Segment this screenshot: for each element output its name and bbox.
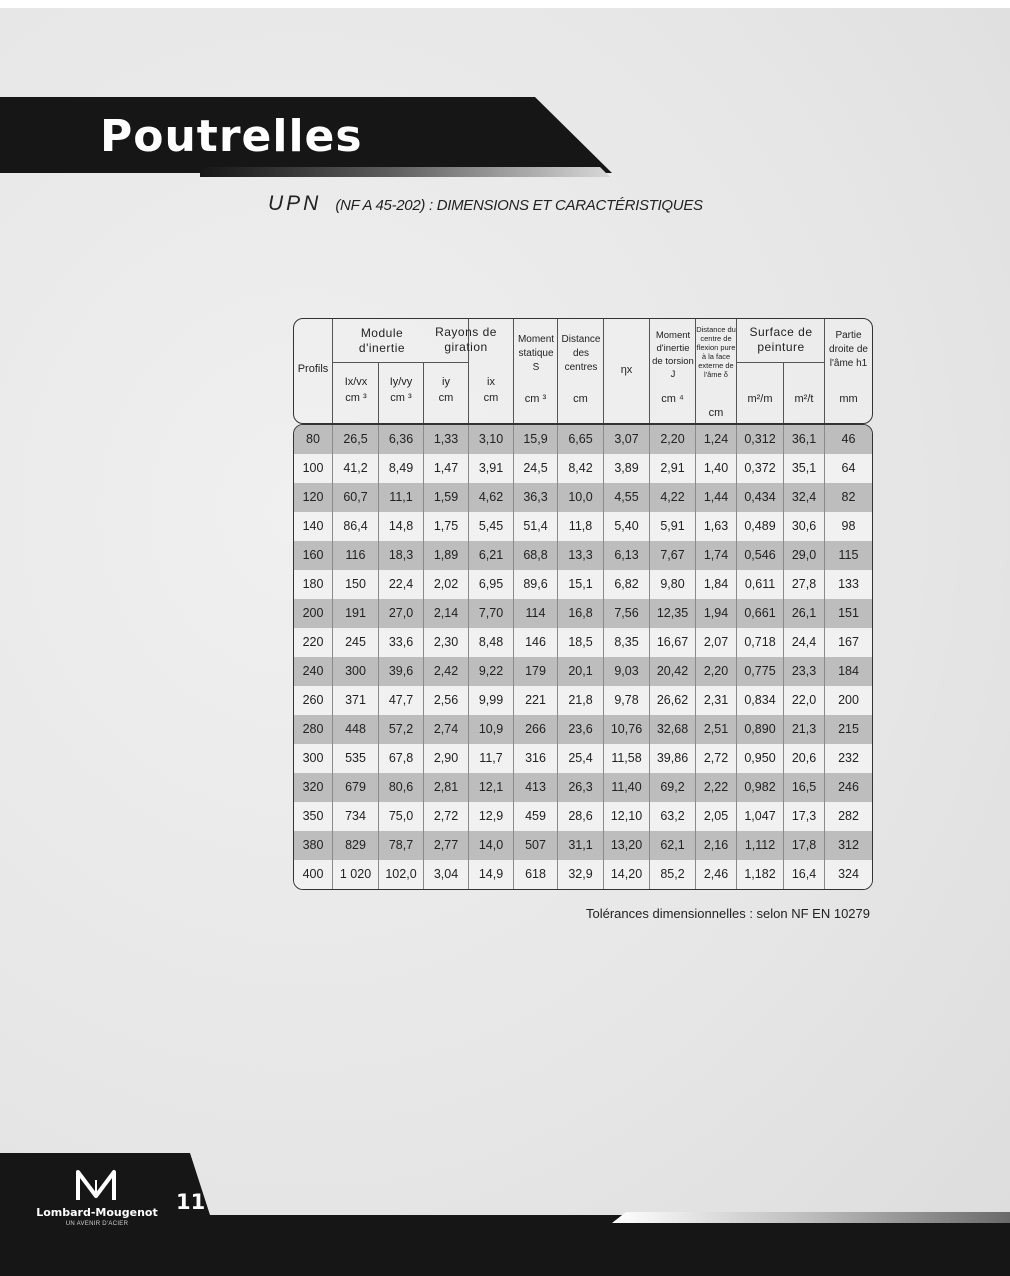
header-moment-statique: Moment statique S xyxy=(517,334,555,373)
brand-logo-icon xyxy=(76,1168,120,1202)
table-cell: 829 xyxy=(345,838,366,852)
table-cell: 200 xyxy=(838,693,859,707)
table-cell: 9,80 xyxy=(660,577,685,591)
table-cell: 9,22 xyxy=(478,664,504,678)
profile-cell: 300 xyxy=(302,751,324,765)
table-cell: 20,1 xyxy=(568,664,593,678)
table-cell: 17,8 xyxy=(791,838,817,852)
table-cell: 12,35 xyxy=(656,606,689,620)
table-cell: 3,04 xyxy=(433,867,459,881)
table-cell: 26,5 xyxy=(343,432,368,446)
table-row xyxy=(294,773,872,802)
table-cell: 2,51 xyxy=(703,722,729,736)
table-cell: 734 xyxy=(345,809,366,823)
table-cell: 67,8 xyxy=(388,751,414,765)
table-row xyxy=(294,599,872,628)
table-cell: 26,1 xyxy=(791,606,817,620)
profile-cell: 280 xyxy=(302,722,324,736)
table-cell: 266 xyxy=(525,722,546,736)
banner-gradient-stripe xyxy=(200,167,610,177)
header-distance-flexion-unit: cm xyxy=(708,407,724,419)
table-cell: 0,834 xyxy=(744,693,776,707)
table-row xyxy=(294,831,872,860)
subtitle-code: UPN xyxy=(268,192,322,215)
table-cell: 8,35 xyxy=(614,635,639,649)
table-cell: 31,1 xyxy=(568,838,593,852)
table-row xyxy=(294,744,872,773)
table-row xyxy=(294,454,872,483)
profile-cell: 400 xyxy=(302,867,324,881)
table-cell: 32,4 xyxy=(791,490,817,504)
table-cell: 1,44 xyxy=(703,490,729,504)
table-cell: 0,611 xyxy=(744,577,776,591)
header-distance-flexion: Distance du centre de flexion pure à la face externe de l'âme δ xyxy=(696,325,736,379)
table-cell: 2,16 xyxy=(703,838,729,852)
profile-cell: 240 xyxy=(302,664,324,678)
profile-cell: 100 xyxy=(302,461,324,475)
table-cell: 1,89 xyxy=(433,548,459,562)
table-cell: 0,890 xyxy=(744,722,776,736)
table-cell: 21,3 xyxy=(791,722,817,736)
table-cell: 7,70 xyxy=(478,606,504,620)
table-cell: 0,718 xyxy=(744,635,776,649)
table-cell: 4,22 xyxy=(660,490,685,504)
table-cell: 6,21 xyxy=(478,548,504,562)
table-cell: 1,63 xyxy=(703,519,729,533)
header-ix: ix xyxy=(487,376,495,388)
table-cell: 14,8 xyxy=(388,519,414,533)
table-cell: 86,4 xyxy=(343,519,368,533)
table-cell: 28,6 xyxy=(568,809,593,823)
table-cell: 2,74 xyxy=(433,722,459,736)
table-cell: 32,9 xyxy=(568,867,593,881)
table-cell: 98 xyxy=(841,519,856,533)
tolerance-note: Tolérances dimensionnelles : selon NF EN 10279 xyxy=(586,906,870,921)
table-cell: 300 xyxy=(345,664,366,678)
table-cell: 20,6 xyxy=(791,751,817,765)
table-cell: 535 xyxy=(345,751,366,765)
header-ix-unit: cm xyxy=(483,392,499,404)
table-cell: 9,99 xyxy=(478,693,504,707)
table-cell: 2,07 xyxy=(703,635,729,649)
profile-cell: 180 xyxy=(302,577,324,591)
table-cell: 33,6 xyxy=(388,635,414,649)
table-cell: 245 xyxy=(345,635,366,649)
table-cell: 2,72 xyxy=(703,751,729,765)
table-cell: 9,03 xyxy=(614,664,639,678)
table-cell: 2,42 xyxy=(433,664,459,678)
table-cell: 2,20 xyxy=(660,432,685,446)
table-cell: 3,91 xyxy=(478,461,504,475)
table-cell: 39,6 xyxy=(388,664,414,678)
table-cell: 82 xyxy=(841,490,856,504)
table-cell: 413 xyxy=(525,780,546,794)
header-iyvy: Iy/vy xyxy=(389,376,413,388)
table-cell: 10,76 xyxy=(610,722,643,736)
table-cell: 14,9 xyxy=(478,867,504,881)
table-cell: 232 xyxy=(838,751,859,765)
header-partie-droite-unit: mm xyxy=(839,393,858,405)
header-surface-peinture: Surface de peinture xyxy=(749,325,813,354)
profile-cell: 260 xyxy=(302,693,324,707)
table-cell: 64 xyxy=(841,461,856,475)
header-ixvx-unit: cm ³ xyxy=(345,392,367,404)
table-cell: 11,8 xyxy=(568,519,593,533)
table-cell: 29,0 xyxy=(791,548,817,562)
profile-cell: 160 xyxy=(302,548,324,562)
table-cell: 1,84 xyxy=(703,577,729,591)
table-row xyxy=(294,425,872,454)
table-cell: 11,7 xyxy=(479,751,503,765)
header-iy-unit: cm xyxy=(438,392,454,404)
table-cell: 2,81 xyxy=(433,780,459,794)
table-cell: 9,78 xyxy=(614,693,639,707)
profile-cell: 350 xyxy=(302,809,324,823)
table-cell: 36,3 xyxy=(523,490,548,504)
table-cell: 115 xyxy=(838,548,859,562)
table-cell: 1,47 xyxy=(433,461,459,475)
table-cell: 116 xyxy=(345,548,366,562)
table-cell: 68,8 xyxy=(523,548,548,562)
table-cell: 5,40 xyxy=(614,519,639,533)
table-cell: 11,40 xyxy=(611,780,642,794)
table-header xyxy=(293,318,873,424)
table-subtitle xyxy=(268,192,703,216)
table-cell: 221 xyxy=(525,693,546,707)
table-cell: 11,58 xyxy=(611,751,642,765)
header-moment-statique-unit: cm ³ xyxy=(524,393,547,405)
table-cell: 69,2 xyxy=(660,780,685,794)
title-banner xyxy=(0,97,615,177)
table-cell: 16,5 xyxy=(791,780,817,794)
table-cell: 191 xyxy=(345,606,366,620)
table-cell: 23,3 xyxy=(791,664,817,678)
table-cell: 1,047 xyxy=(744,809,776,823)
table-cell: 4,62 xyxy=(478,490,504,504)
header-m2-per-t: m²/t xyxy=(794,393,814,405)
profile-cell: 120 xyxy=(302,490,324,504)
table-cell: 27,0 xyxy=(388,606,414,620)
table-cell: 448 xyxy=(345,722,366,736)
table-cell: 13,3 xyxy=(568,548,593,562)
table-row xyxy=(294,657,872,686)
table-cell: 11,1 xyxy=(389,490,413,504)
table-cell: 12,10 xyxy=(610,809,643,823)
table-cell: 51,4 xyxy=(523,519,548,533)
table-cell: 282 xyxy=(838,809,859,823)
table-cell: 35,1 xyxy=(791,461,817,475)
table-cell: 167 xyxy=(838,635,859,649)
table-cell: 0,775 xyxy=(744,664,776,678)
table-cell: 3,10 xyxy=(478,432,504,446)
table-cell: 2,31 xyxy=(703,693,729,707)
table-cell: 41,2 xyxy=(343,461,368,475)
profile-cell: 80 xyxy=(306,432,320,446)
table-cell: 0,661 xyxy=(744,606,776,620)
brand-tagline: UN AVENIR D'ACIER xyxy=(65,1221,129,1227)
table-cell: 22,4 xyxy=(388,577,414,591)
header-moment-torsion-unit: cm ⁴ xyxy=(661,393,684,405)
table-cell: 6,95 xyxy=(478,577,504,591)
table-row xyxy=(294,802,872,831)
table-cell: 25,4 xyxy=(568,751,593,765)
table-cell: 3,89 xyxy=(614,461,639,475)
table-cell: 0,312 xyxy=(744,432,776,446)
table-cell: 1,112 xyxy=(744,838,776,852)
table-cell: 14,0 xyxy=(478,838,504,852)
table-cell: 2,30 xyxy=(433,635,459,649)
table-cell: 215 xyxy=(838,722,859,736)
table-cell: 17,3 xyxy=(791,809,817,823)
footer-gradient-stripe xyxy=(612,1212,1010,1223)
table-cell: 6,82 xyxy=(614,577,639,591)
top-strip xyxy=(0,0,1010,8)
header-partie-droite: Partie droite de l'âme h1 xyxy=(829,330,868,369)
table-cell: 6,36 xyxy=(388,432,414,446)
table-cell: 6,13 xyxy=(614,548,639,562)
table-cell: 2,91 xyxy=(660,461,685,475)
table-cell: 1,24 xyxy=(703,432,729,446)
table-body xyxy=(293,424,873,890)
header-iyvy-unit: cm ³ xyxy=(390,392,412,404)
table-cell: 10,0 xyxy=(568,490,593,504)
profile-cell: 320 xyxy=(302,780,324,794)
subtitle-description: (NF A 45-202) : DIMENSIONS ET CARACTÉRISTIQUES xyxy=(335,197,703,214)
table-cell: 0,950 xyxy=(744,751,776,765)
table-row xyxy=(294,483,872,512)
table-row xyxy=(294,860,872,889)
table-row xyxy=(294,570,872,599)
table-row xyxy=(294,541,872,570)
table-cell: 20,42 xyxy=(656,664,689,678)
table-cell: 2,46 xyxy=(703,867,729,881)
table-cell: 2,90 xyxy=(433,751,459,765)
table-cell: 133 xyxy=(838,577,859,591)
table-cell: 324 xyxy=(838,867,859,881)
table-cell: 371 xyxy=(345,693,366,707)
table-cell: 62,1 xyxy=(660,838,685,852)
table-cell: 2,77 xyxy=(433,838,459,852)
profile-cell: 220 xyxy=(302,635,324,649)
table-cell: 5,45 xyxy=(478,519,504,533)
table-cell: 85,2 xyxy=(660,867,685,881)
page-title: Poutrelles xyxy=(100,111,363,162)
table-cell: 2,72 xyxy=(433,809,459,823)
table-cell: 1,40 xyxy=(703,461,729,475)
table-cell: 0,434 xyxy=(744,490,776,504)
table-row xyxy=(294,628,872,657)
table-cell: 0,982 xyxy=(744,780,776,794)
table-cell: 4,55 xyxy=(614,490,639,504)
table-cell: 22,0 xyxy=(791,693,817,707)
table-cell: 114 xyxy=(525,606,546,620)
table-cell: 15,9 xyxy=(523,432,548,446)
table-cell: 16,67 xyxy=(656,635,689,649)
table-cell: 6,65 xyxy=(568,432,593,446)
table-row xyxy=(294,715,872,744)
table-cell: 2,14 xyxy=(433,606,459,620)
table-cell: 1 020 xyxy=(339,867,372,881)
table-cell: 39,86 xyxy=(656,751,689,765)
table-cell: 5,91 xyxy=(660,519,685,533)
header-module-inertie: Module d'inertie xyxy=(358,326,406,355)
table-cell: 63,2 xyxy=(660,809,685,823)
header-rayons-giration: Rayons de giration xyxy=(435,325,497,354)
table-cell: 14,20 xyxy=(610,867,643,881)
table-cell: 618 xyxy=(525,867,546,881)
page-number: 11 xyxy=(176,1190,206,1214)
table-cell: 507 xyxy=(525,838,546,852)
table-cell: 1,59 xyxy=(433,490,459,504)
table-cell: 7,56 xyxy=(614,606,639,620)
table-cell: 316 xyxy=(525,751,546,765)
table-cell: 1,94 xyxy=(703,606,729,620)
table-cell: 24,4 xyxy=(791,635,817,649)
table-cell: 78,7 xyxy=(388,838,414,852)
table-cell: 18,3 xyxy=(388,548,414,562)
table-cell: 27,8 xyxy=(791,577,817,591)
header-distance-centres-unit: cm xyxy=(573,393,588,405)
table-cell: 0,372 xyxy=(744,461,776,475)
table-cell: 21,8 xyxy=(568,693,593,707)
header-m2-per-m: m²/m xyxy=(747,393,773,405)
table-cell: 12,9 xyxy=(478,809,504,823)
table-cell: 32,68 xyxy=(656,722,689,736)
table-cell: 459 xyxy=(525,809,546,823)
table-cell: 7,67 xyxy=(660,548,685,562)
table-cell: 0,546 xyxy=(744,548,776,562)
table-cell: 1,33 xyxy=(433,432,459,446)
table-cell: 36,1 xyxy=(791,432,817,446)
table-cell: 12,1 xyxy=(478,780,504,794)
table-cell: 102,0 xyxy=(385,867,417,881)
table-cell: 8,42 xyxy=(568,461,593,475)
table-cell: 2,56 xyxy=(433,693,459,707)
table-cell: 1,75 xyxy=(433,519,459,533)
table-cell: 10,9 xyxy=(478,722,504,736)
table-cell: 679 xyxy=(345,780,366,794)
header-profils: Profils xyxy=(297,363,329,375)
table-cell: 8,49 xyxy=(388,461,414,475)
table-cell: 89,6 xyxy=(523,577,548,591)
table-cell: 312 xyxy=(838,838,859,852)
table-cell: 13,20 xyxy=(610,838,643,852)
table-cell: 46 xyxy=(841,432,856,446)
header-ixvx: Ix/vx xyxy=(344,376,368,388)
table-cell: 16,4 xyxy=(791,867,817,881)
table-cell: 146 xyxy=(525,635,546,649)
table-cell: 60,7 xyxy=(343,490,368,504)
table-cell: 23,6 xyxy=(568,722,593,736)
table-cell: 75,0 xyxy=(388,809,414,823)
table-cell: 30,6 xyxy=(791,519,817,533)
table-cell: 8,48 xyxy=(478,635,504,649)
table-cell: 24,5 xyxy=(523,461,548,475)
table-cell: 2,02 xyxy=(433,577,459,591)
profile-cell: 140 xyxy=(302,519,324,533)
table-cell: 15,1 xyxy=(568,577,593,591)
table-cell: 26,62 xyxy=(656,693,689,707)
table-cell: 1,182 xyxy=(744,867,776,881)
table-cell: 3,07 xyxy=(614,432,639,446)
table-cell: 2,05 xyxy=(703,809,729,823)
table-cell: 47,7 xyxy=(388,693,414,707)
table-cell: 2,22 xyxy=(703,780,729,794)
table-cell: 57,2 xyxy=(388,722,414,736)
profile-cell: 200 xyxy=(302,606,324,620)
table-cell: 151 xyxy=(838,606,859,620)
table-row xyxy=(294,512,872,541)
header-distance-centres: Distance des centres xyxy=(561,334,601,373)
header-eta-x: ηx xyxy=(620,364,633,376)
header-moment-torsion: Moment d'inertie de torsion J xyxy=(652,330,694,380)
table-cell: 246 xyxy=(838,780,859,794)
profile-cell: 380 xyxy=(302,838,324,852)
brand-name: Lombard-Mougenot xyxy=(36,1206,158,1219)
header-iy: iy xyxy=(442,376,450,388)
table-cell: 26,3 xyxy=(568,780,593,794)
table-cell: 16,8 xyxy=(568,606,593,620)
table-cell: 80,6 xyxy=(388,780,414,794)
table-row xyxy=(294,686,872,715)
table-cell: 2,20 xyxy=(703,664,729,678)
table-cell: 1,74 xyxy=(703,548,729,562)
table-cell: 18,5 xyxy=(568,635,593,649)
table-cell: 179 xyxy=(525,664,546,678)
table-cell: 0,489 xyxy=(744,519,776,533)
table-cell: 184 xyxy=(838,664,859,678)
table-cell: 150 xyxy=(345,577,366,591)
